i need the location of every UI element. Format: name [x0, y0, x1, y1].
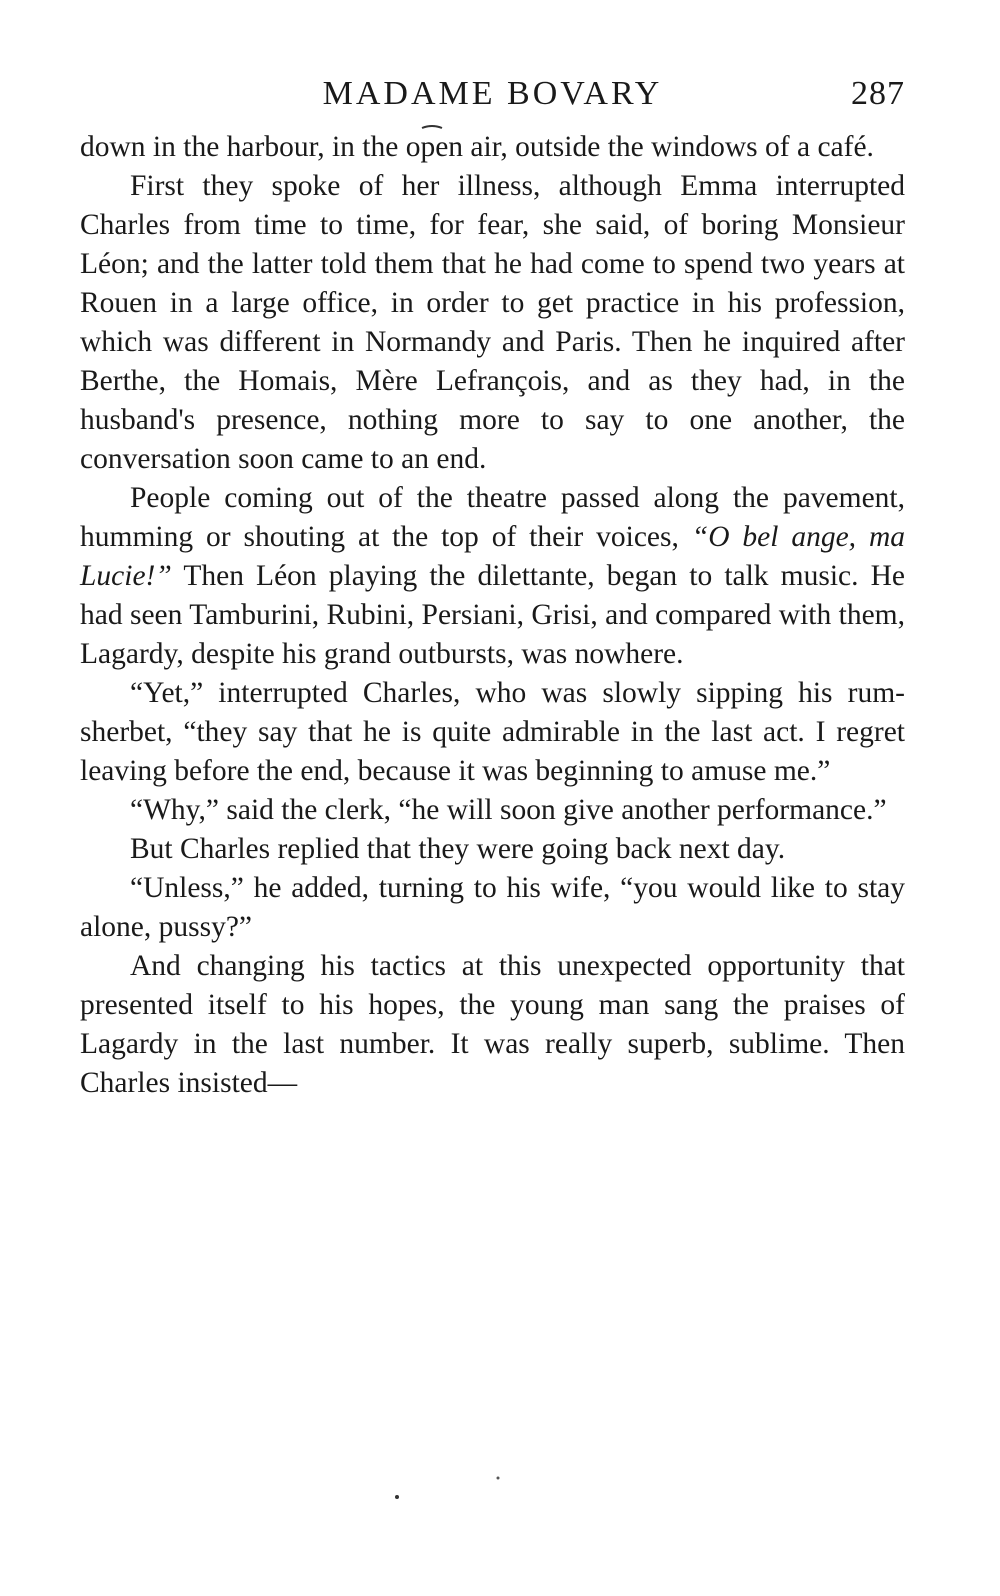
- paragraph-4: “Yet,” interrupted Charles, who was slowly sipping his rum-sherbet, “they say that he is quite admirable in the last act. I regret leaving before the end, because it was beginning to amuse me.”: [80, 677, 905, 787]
- paragraph-8: And changing his tactics at this unexpected opportunity that presented itself to his hopes, the young man sang the praises of Lagardy in the last number. It was really superb, sublime. Then Charles insisted—: [80, 950, 905, 1099]
- book-page: [80, 70, 905, 1103]
- paragraph-7: “Unless,” he added, turning to his wife, “you would like to stay alone, pussy?”: [80, 872, 905, 943]
- song-quote: “O bel ange, ma Lucie!”: [80, 521, 905, 592]
- paragraph-2: First they spoke of her illness, although Emma interrupted Charles from time to time, for fear, she said, of boring Monsieur Léon; and the latter told them that he had come to spend two years at Rouen in a large office, in order to get practice in his profession, which was different in Normandy and Paris. Then he inquired after Berthe, the Homais, Mère Lefrançois, and as they had, in the husband's presence, nothing more to say to one another, the conversation soon came to an end.: [80, 170, 905, 475]
- body-text: [80, 128, 905, 1103]
- ink-speck-icon: [497, 1477, 500, 1480]
- paragraph-3-end: Then Léon playing the dilettante, began to talk music. He had seen Tamburini, Rubini, Persiani, Grisi, and compared with them, Lagardy, despite his grand outbursts, was nowhere.: [80, 560, 905, 670]
- page-number: 287: [851, 75, 905, 112]
- paragraph-3: [80, 479, 905, 674]
- page-header: [80, 70, 905, 128]
- running-title: MADAME BOVARY: [322, 75, 663, 112]
- ink-speck-icon: [395, 1495, 399, 1499]
- paragraph-3-start: People coming out of the theatre passed along the pavement, humming or shouting at the top of their voices,: [80, 482, 905, 553]
- paragraph-5: “Why,” said the clerk, “he will soon give another performance.”: [130, 794, 887, 826]
- paragraph-1: down in the harbour, in the open air, outside the windows of a café.: [80, 131, 874, 163]
- paragraph-6: But Charles replied that they were going back next day.: [130, 833, 786, 865]
